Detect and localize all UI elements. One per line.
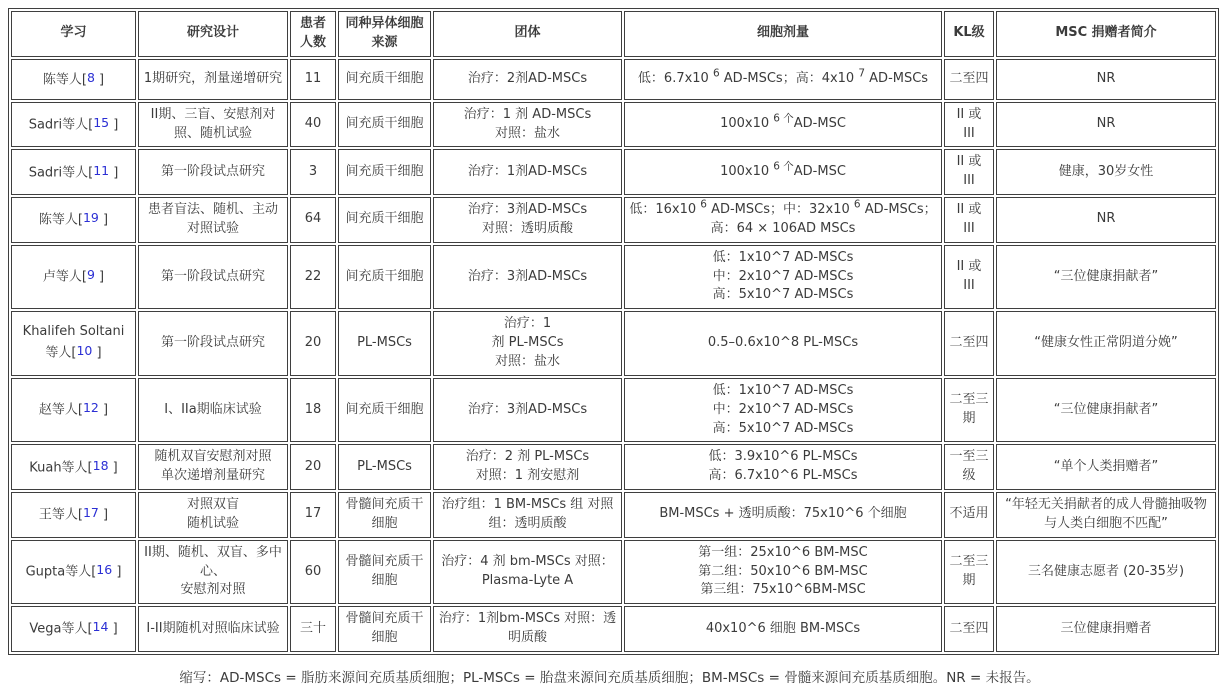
cell-patients: 64 (290, 197, 336, 243)
table-row (11, 59, 1216, 100)
cell-patients: 18 (290, 378, 336, 443)
column-header-source: 同种异体细胞来源 (338, 11, 431, 57)
cell-study: Kuah等人[18 ] (11, 444, 136, 490)
cell-source: PL-MSCs (338, 444, 431, 490)
cell-donor: “三位健康捐献者” (996, 245, 1216, 310)
cell-design: I、IIa期临床试验 (138, 378, 288, 443)
cell-study: 王等人[17 ] (11, 492, 136, 538)
cell-source: 间充质干细胞 (338, 149, 431, 195)
cell-study: 赵等人[12 ] (11, 378, 136, 443)
cell-design: 第一阶段试点研究 (138, 245, 288, 310)
cell-dose: 0.5–0.6x10^8 PL-MSCs (624, 311, 942, 376)
cell-dose: 40x10^6 细胞 BM-MSCs (624, 606, 942, 652)
abbreviations-footnote: 缩写：AD-MSCs = 脂肪来源间充质基质细胞；PL-MSCs = 胎盘来源间充质基质细胞；BM-MSCs = 骨髓来源间充质基质细胞。NR = 未报告。 (179, 669, 1040, 686)
studies-table (8, 8, 1219, 655)
cell-donor: NR (996, 197, 1216, 243)
cell-dose: BM-MSCs + 透明质酸：75x10^6 个细胞 (624, 492, 942, 538)
cell-source: 间充质干细胞 (338, 197, 431, 243)
superscript: 6 个 (773, 160, 794, 173)
cell-groups: 治疗组：1 BM-MSCs 组 对照组：透明质酸 (433, 492, 622, 538)
cell-dose: 低：6.7x10 $^6$ AD-MSCs；高：4x10 $^7$ AD-MSCs (624, 59, 942, 100)
cell-kl: 二至三期 (944, 540, 994, 605)
cell-study: Vega等人[14 ] (11, 606, 136, 652)
cell-groups: 治疗：1剂bm-MSCs 对照：透明质酸 (433, 606, 622, 652)
citation-link[interactable]: 12 (82, 400, 99, 416)
cell-design: 患者盲法、随机、主动对照试验 (138, 197, 288, 243)
citation-link[interactable]: 15 (93, 114, 110, 130)
cell-donor: “单个人类捐赠者” (996, 444, 1216, 490)
column-header-groups: 团体 (433, 11, 622, 57)
table-row (11, 444, 1216, 490)
cell-patients: 20 (290, 444, 336, 490)
superscript: 6 (712, 67, 720, 80)
cell-kl: II 或 III (944, 102, 994, 148)
column-header-donor: MSC 捐赠者简介 (996, 11, 1216, 57)
cell-groups: 治疗：3剂AD-MSCs 对照：透明质酸 (433, 197, 622, 243)
cell-design: 第一阶段试点研究 (138, 311, 288, 376)
cell-study: Khalifeh Soltani 等人[10 ] (11, 311, 136, 376)
cell-patients: 22 (290, 245, 336, 310)
citation-link[interactable]: 17 (82, 505, 99, 521)
column-header-design: 研究设计 (138, 11, 288, 57)
cell-groups: 治疗：2 剂 PL-MSCs 对照：1 剂安慰剂 (433, 444, 622, 490)
cell-donor: 健康，30岁女性 (996, 149, 1216, 195)
cell-patients: 60 (290, 540, 336, 605)
cell-dose: 低：1x10^7 AD-MSCs 中：2x10^7 AD-MSCs 高：5x10^7 AD-MSCs (624, 245, 942, 310)
column-header-dose: 细胞剂量 (624, 11, 942, 57)
cell-design: 对照双盲 随机试验 (138, 492, 288, 538)
cell-dose: 100x10 $^{6 个}$AD-MSC (624, 102, 942, 148)
cell-source: 骨髓间充质干细胞 (338, 606, 431, 652)
citation-link[interactable]: 10 (76, 343, 93, 359)
cell-patients: 3 (290, 149, 336, 195)
cell-design: 1期研究，剂量递增研究 (138, 59, 288, 100)
table-row (11, 197, 1216, 243)
table-row (11, 149, 1216, 195)
cell-kl: II 或 III (944, 197, 994, 243)
cell-source: PL-MSCs (338, 311, 431, 376)
cell-source: 骨髓间充质干细胞 (338, 540, 431, 605)
cell-design: 随机双盲安慰剂对照 单次递增剂量研究 (138, 444, 288, 490)
superscript: 6 (853, 198, 861, 211)
cell-patients: 17 (290, 492, 336, 538)
cell-study: Gupta等人[16 ] (11, 540, 136, 605)
cell-groups: 治疗：1 剂 PL-MSCs 对照：盐水 (433, 311, 622, 376)
superscript: 6 个 (773, 112, 794, 125)
cell-source: 骨髓间充质干细胞 (338, 492, 431, 538)
cell-donor: “年轻无关捐献者的成人骨髓抽吸物与人类白细胞不匹配” (996, 492, 1216, 538)
cell-donor: 三位健康捐赠者 (996, 606, 1216, 652)
table-row (11, 606, 1216, 652)
cell-dose: 低：3.9x10^6 PL-MSCs 高：6.7x10^6 PL-MSCs (624, 444, 942, 490)
cell-groups: 治疗：3剂AD-MSCs (433, 378, 622, 443)
cell-study: 陈等人[19 ] (11, 197, 136, 243)
cell-design: II期、随机、双盲、多中心、 安慰剂对照 (138, 540, 288, 605)
table-body (11, 59, 1216, 652)
cell-kl: 二至四 (944, 311, 994, 376)
cell-kl: II 或 III (944, 149, 994, 195)
cell-donor: 三名健康志愿者 (20-35岁) (996, 540, 1216, 605)
table-row (11, 102, 1216, 148)
cell-kl: 一至三级 (944, 444, 994, 490)
cell-dose: 低：16x10 $^6$ AD-MSCs；中：32x10 $^6$ AD-MSCs； 高：64 × 106AD MSCs (624, 197, 942, 243)
cell-patients: 20 (290, 311, 336, 376)
cell-groups: 治疗：1剂AD-MSCs (433, 149, 622, 195)
cell-groups: 治疗：3剂AD-MSCs (433, 245, 622, 310)
citation-link[interactable]: 11 (93, 162, 110, 178)
superscript: 7 (858, 67, 866, 80)
cell-design: I-II期随机对照临床试验 (138, 606, 288, 652)
cell-dose: 第一组：25x10^6 BM-MSC 第二组：50x10^6 BM-MSC 第三组：75x10^6BM-MSC (624, 540, 942, 605)
cell-study: Sadri等人[15 ] (11, 102, 136, 148)
cell-design: 第一阶段试点研究 (138, 149, 288, 195)
table-row (11, 311, 1216, 376)
superscript: 6 (700, 198, 707, 211)
cell-groups: 治疗：1 剂 AD-MSCs 对照：盐水 (433, 102, 622, 148)
cell-source: 间充质干细胞 (338, 102, 431, 148)
cell-kl: 二至三期 (944, 378, 994, 443)
column-header-kl: KL级 (944, 11, 994, 57)
table-row (11, 540, 1216, 605)
cell-donor: NR (996, 59, 1216, 100)
header-row (11, 11, 1216, 57)
citation-link[interactable]: 19 (82, 210, 99, 226)
table-row (11, 492, 1216, 538)
cell-source: 间充质干细胞 (338, 59, 431, 100)
cell-donor: NR (996, 102, 1216, 148)
cell-kl: 不适用 (944, 492, 994, 538)
cell-groups: 治疗：2剂AD-MSCs (433, 59, 622, 100)
column-header-patients: 患者人数 (290, 11, 336, 57)
table-row (11, 378, 1216, 443)
cell-design: II期、三盲、安慰剂对照、随机试验 (138, 102, 288, 148)
cell-study: Sadri等人[11 ] (11, 149, 136, 195)
cell-patients: 11 (290, 59, 336, 100)
table-row (11, 245, 1216, 310)
cell-dose: 低：1x10^7 AD-MSCs 中：2x10^7 AD-MSCs 高：5x10^7 AD-MSCs (624, 378, 942, 443)
cell-donor: “健康女性正常阴道分娩” (996, 311, 1216, 376)
cell-patients: 三十 (290, 606, 336, 652)
cell-groups: 治疗：4 剂 bm-MSCs 对照：Plasma-Lyte A (433, 540, 622, 605)
cell-source: 间充质干细胞 (338, 378, 431, 443)
citation-link[interactable]: 14 (92, 619, 109, 635)
cell-study: 陈等人[8 ] (11, 59, 136, 100)
table-header (11, 11, 1216, 57)
cell-source: 间充质干细胞 (338, 245, 431, 310)
cell-dose: 100x10 $^{6 个}$AD-MSC (624, 149, 942, 195)
cell-study: 卢等人[9 ] (11, 245, 136, 310)
citation-link[interactable]: 8 (86, 69, 95, 85)
citation-link[interactable]: 9 (86, 267, 95, 283)
cell-donor: “三位健康捐献者” (996, 378, 1216, 443)
cell-kl: II 或 III (944, 245, 994, 310)
citation-link[interactable]: 18 (92, 457, 109, 473)
cell-kl: 二至四 (944, 606, 994, 652)
column-header-study: 学习 (11, 11, 136, 57)
cell-patients: 40 (290, 102, 336, 148)
cell-kl: 二至四 (944, 59, 994, 100)
citation-link[interactable]: 16 (96, 562, 113, 578)
